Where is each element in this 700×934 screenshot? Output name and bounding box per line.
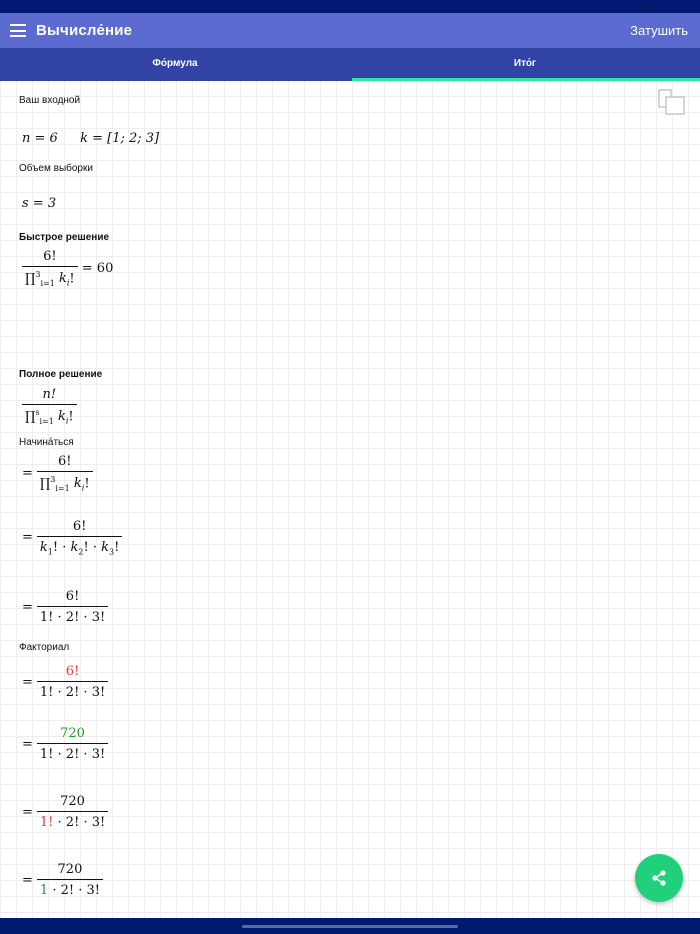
step-formula: = $\frac{6!}{1! \cdot 2! \cdot 3!}$ <box>22 589 108 625</box>
status-bar <box>0 0 700 13</box>
input-values <box>22 131 159 146</box>
numerator: 6! <box>72 519 87 534</box>
app-bar <box>0 13 700 48</box>
app-title: Вычисле́ние <box>36 22 133 39</box>
numerator: 720 <box>57 862 83 877</box>
input-k: k = [1; 2; 3] <box>80 131 160 146</box>
numerator-highlight: 720 <box>60 726 85 741</box>
tab-bar <box>0 48 700 81</box>
numerator: 720 <box>60 794 85 809</box>
denominator-highlight: 1! <box>39 815 54 830</box>
denominator: ∏$^3_{i=1}$ $k_i$! <box>22 266 78 288</box>
step-formula: = $\frac{6!}{1! \cdot 2! \cdot 3!}$ <box>22 664 108 700</box>
share-icon <box>649 868 669 888</box>
share-button[interactable] <box>635 854 683 902</box>
denominator: 1! · 2! · 3! <box>37 743 108 762</box>
home-handle[interactable] <box>242 925 458 928</box>
hamburger-menu-icon[interactable] <box>10 24 26 37</box>
sample-size-label: Объем выборки <box>19 163 93 174</box>
numerator: 6! <box>43 249 57 264</box>
step-formula: = $\frac{720}{1 \cdot 2! \cdot 3!}$ <box>22 862 103 898</box>
step-formula: = $\frac{6!}{k_1! \cdot k_2! \cdot k_3!}$ <box>22 519 122 557</box>
tab-result[interactable]: Ито́г <box>350 48 700 81</box>
tab-formula[interactable]: Фо́рмула <box>152 58 198 69</box>
navigation-bar <box>0 918 700 934</box>
numerator: 6! <box>57 454 72 469</box>
quick-solution-result: = 60 <box>81 260 114 276</box>
denominator: 1! · 2! · 3! <box>37 681 108 700</box>
step-formula: = $\frac{720}{1! \cdot 2! \cdot 3!}$ <box>22 794 108 830</box>
sample-size-value <box>22 196 56 211</box>
quick-solution-label: Быстрое решение <box>19 232 110 243</box>
factorial-label: Факториал <box>19 642 70 653</box>
denominator: 1 · 2! · 3! <box>37 879 103 898</box>
numerator-highlight: 6! <box>65 664 80 679</box>
input-n: n = 6 <box>22 131 58 146</box>
full-solution-label: Полное решение <box>19 369 103 380</box>
denominator: ∏$^s_{i=1}$ $k_i$! <box>22 404 77 426</box>
step-formula: = $\frac{6!}{\prod^3_{i=1} k_i!}$ <box>22 454 93 493</box>
general-formula <box>22 387 77 426</box>
quick-solution-formula <box>22 249 113 288</box>
denominator-highlight: 1 <box>39 883 49 898</box>
numerator: n! <box>42 387 57 402</box>
numerator: 6! <box>65 589 80 604</box>
close-button[interactable]: Затушить <box>630 23 688 38</box>
denominator: ∏$^3_{i=1}$ $k_i$! <box>37 471 93 493</box>
sample-s: s = 3 <box>22 196 57 211</box>
input-label: Ваш входной <box>19 95 81 106</box>
start-label: Начина́ться <box>19 437 74 448</box>
denominator: $k_1$! · $k_2$! · $k_3$! <box>37 536 122 557</box>
denominator: 1! · 2! · 3! <box>37 811 108 830</box>
denominator: 1! · 2! · 3! <box>37 606 108 625</box>
step-formula: = $\frac{720}{1! \cdot 2! \cdot 3!}$ <box>22 726 108 762</box>
copy-icon[interactable] <box>657 89 687 116</box>
